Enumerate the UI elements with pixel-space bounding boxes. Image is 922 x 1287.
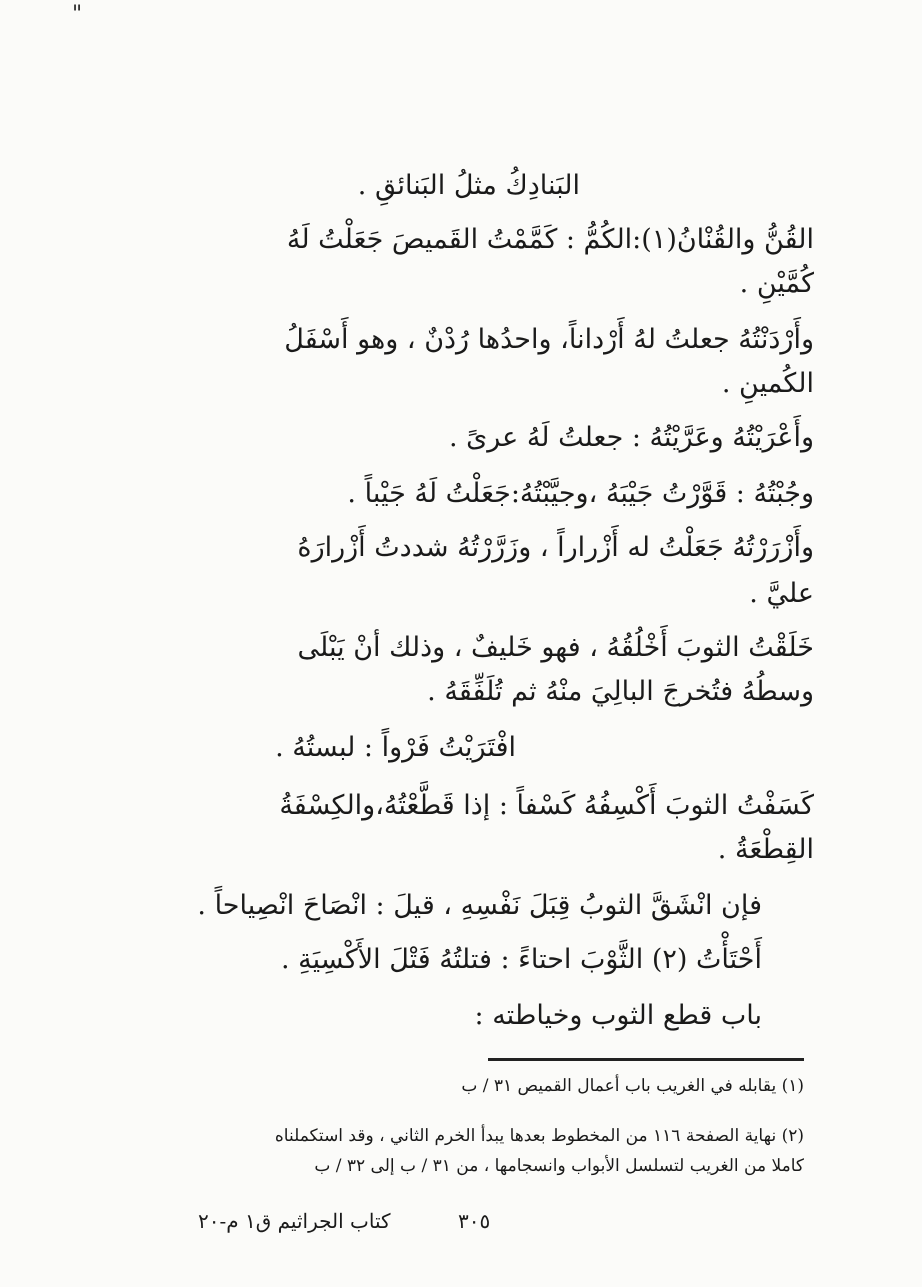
text-line-1: البَنادِكُ مثلُ البَنائقِ .: [357, 170, 580, 201]
page-number: ٣٠٥: [458, 1209, 491, 1233]
corner-mark: ": [72, 2, 83, 27]
text-line-4: وأَرْدَنْتُهُ جعلتُ لهُ أَرْداناً، واحدُها رُدْنٌ ، وهو أَسْفَلُ: [284, 324, 814, 355]
text-line-14: القِطْعَةُ .: [717, 834, 814, 865]
text-line-11: وسطُهُ فتُخرجَ البالِيَ منْهُ ثم تُلَفِّقَهُ .: [427, 676, 814, 707]
text-line-3: كُمَّيْنِ .: [739, 268, 814, 299]
footnote-divider: [488, 1058, 804, 1061]
footnote-2-line-2: كاملا من الغريب لتسلسل الأبواب وانسجامها ، من ٣١ / ب إلى ٣٢ / ب: [314, 1156, 804, 1176]
section-heading: باب قطع الثوب وخياطته :: [474, 1000, 762, 1031]
footnote-2-line-1: (٢) نهاية الصفحة ١١٦ من المخطوط بعدها يبدأ الخرم الثاني ، وقد استكملناه: [274, 1126, 804, 1146]
book-title-footer: كتاب الجراثيم ق١ م-٢٠: [198, 1209, 391, 1233]
text-line-2: القُنُّ والقُنْانُ(١):الكُمُّ : كَمَّمْتُ القَميصَ جَعَلْتُ لَهُ: [286, 224, 814, 255]
text-line-16: أَحْتَأْتُ (٢) الثَّوْبَ احتاءً : فتلتُهُ فَتْلَ الأَكْسِيَةِ .: [281, 944, 762, 975]
text-line-12: افْتَرَيْتُ فَرْواً : لبستُهُ .: [275, 732, 516, 763]
footnote-1: (١) يقابله في الغريب باب أعمال القميص ٣١ / ب: [461, 1076, 804, 1096]
text-line-13: كَسَفْتُ الثوبَ أَكْسِفُهُ كَسْفاً : إذا قَطَّعْتُهُ،والكِسْفَةُ: [279, 790, 814, 821]
text-line-15: فإن انْشَقَّ الثوبُ قِبَلَ نَفْسِهِ ، قيلَ : انْصَاحَ انْصِياحاً .: [197, 890, 762, 921]
text-line-8: وأَزْرَرْتُهُ جَعَلْتُ له أَزْراراً ، وزَرَّرْتُهُ شددتُ أَزْرارَهُ: [297, 532, 814, 563]
text-line-7: وجُبْتُهُ : قَوَّرْتُ جَيْبَهُ ،وجيَّبْتُهُ:جَعَلْتُ لَهُ جَيْباً .: [347, 478, 814, 509]
text-line-9: عليَّ .: [749, 578, 814, 609]
text-line-5: الكُمينِ .: [721, 368, 814, 399]
text-line-10: خَلَقْتُ الثوبَ أَخْلُقُهُ ، فهو خَليفٌ ، وذلك أنْ يَبْلَى: [297, 632, 814, 663]
text-line-6: وأَعْرَيْتُهُ وعَرَّيْتُهُ : جعلتُ لَهُ عرىً .: [448, 422, 814, 453]
